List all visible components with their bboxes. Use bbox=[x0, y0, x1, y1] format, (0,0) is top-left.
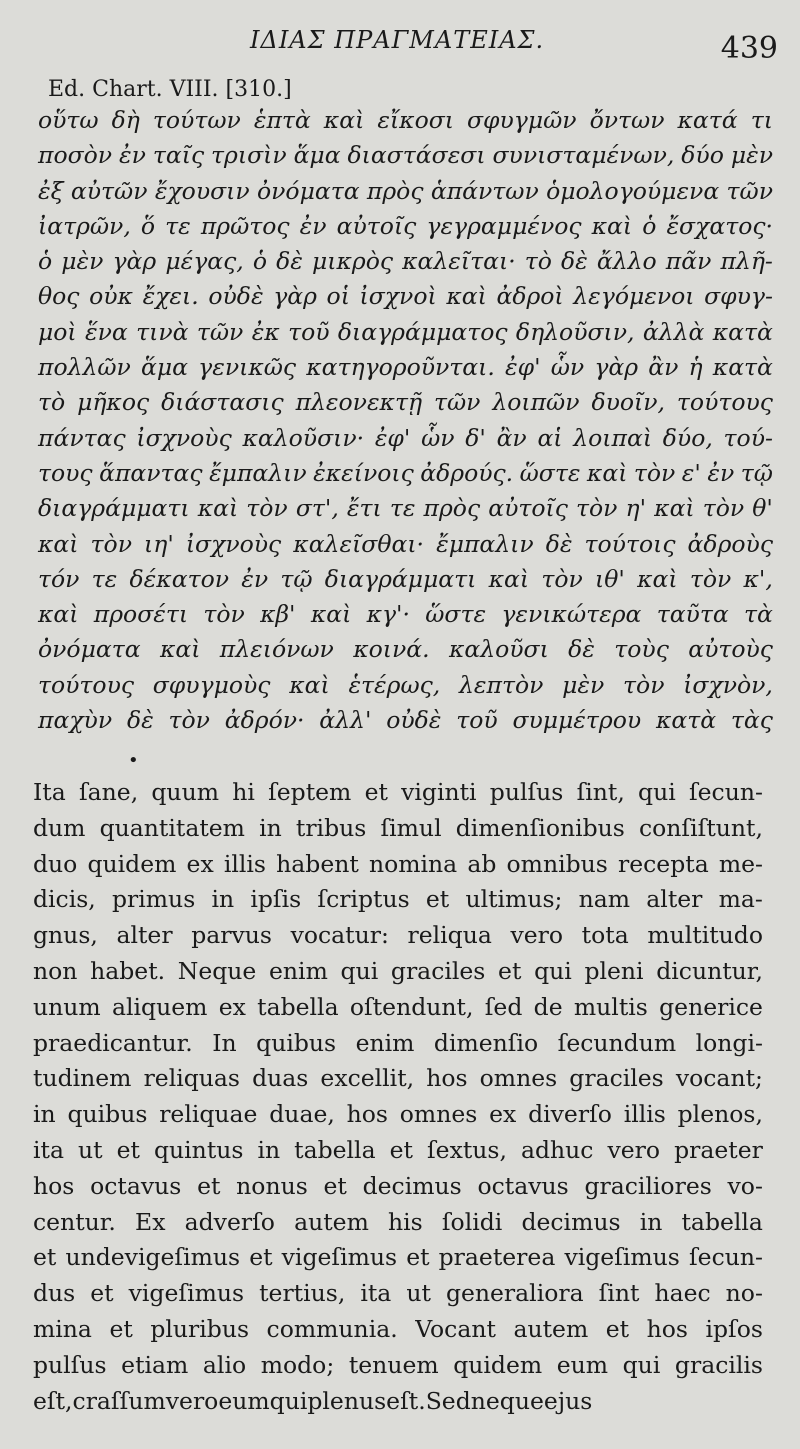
latin-text-line: praedicantur. In quibus enim dimenſio ſecundum longi- bbox=[33, 1028, 763, 1057]
greek-text-line: παχὺν δὲ τὸν ἀδρόν· ἀλλ' οὐδὲ τοῦ συμμέτρου κατὰ τὰς bbox=[38, 706, 773, 735]
greek-text-line: πάντας ἰσχνοὺς καλοῦσιν· ἐφ' ὧν δ' ἂν αἱ λοιπαὶ δύο, τού- bbox=[38, 423, 773, 452]
latin-text-line: dus et vigeſimus tertius, ita ut generaliora ſint haec no- bbox=[33, 1279, 763, 1308]
latin-text-line: centur. Ex adverſo autem his ſolidi decimus in tabella bbox=[33, 1207, 763, 1236]
running-title: ΙΔΙΑΣ ΠΡΑΓΜΑΤΕΙΑΣ. bbox=[250, 26, 545, 54]
greek-text-line: ὀνόματα καὶ πλειόνων κοινά. καλοῦσι δὲ τοὺς αὐτοὺς bbox=[38, 635, 773, 664]
greek-text-line: πολλῶν ἅμα γενικῶς κατηγοροῦνται. ἐφ' ὧν γὰρ ἂν ἡ κατὰ bbox=[38, 353, 773, 382]
greek-text-line: ποσὸν ἐν ταῖς τρισὶν ἅμα διαστάσεσι συνισταμένων, δύο μὲν bbox=[38, 141, 773, 170]
latin-text-line: Ita ſane, quum hi ſeptem et viginti pulſus ſint, qui ſecun- bbox=[33, 778, 763, 806]
greek-text-line: ὁ μὲν γὰρ μέγας, ὁ δὲ μικρὸς καλεῖται· τὸ δὲ ἄλλο πᾶν πλῆ- bbox=[38, 247, 773, 276]
edition-reference: Ed. Chart. VIII. [310.] bbox=[48, 77, 292, 102]
greek-text-line: τόν τε δέκατον ἐν τῷ διαγράμματι καὶ τὸν ιθ' καὶ τὸν κ', bbox=[38, 564, 773, 593]
greek-text-block bbox=[38, 103, 773, 738]
greek-text-line: τὸ μῆκος διάστασις πλεονεκτῇ τῶν λοιπῶν δυοῖν, τούτους bbox=[38, 388, 773, 417]
greek-text-line: ἐξ αὐτῶν ἔχουσιν ὀνόματα πρὸς ἁπάντων ὁμολογούμενα τῶν bbox=[38, 176, 773, 205]
latin-text-line: pulſus etiam alio modo; tenuem quidem eum qui gracilis bbox=[33, 1350, 763, 1379]
latin-text-line: unum aliquem ex tabella oſtendunt, ſed de multis generice bbox=[33, 992, 763, 1021]
greek-text-line: διαγράμματι καὶ τὸν στ', ἔτι τε πρὸς αὐτοῖς τὸν η' καὶ τὸν θ' bbox=[38, 494, 773, 523]
latin-text-line: tudinem reliquas duas excellit, hos omnes graciles vocant; bbox=[33, 1064, 763, 1093]
ink-dot: • bbox=[128, 750, 139, 771]
greek-text-line: ἰατρῶν, ὅ τε πρῶτος ἐν αὐτοῖς γεγραμμένος καὶ ὁ ἔσχατος· bbox=[38, 211, 773, 240]
latin-text-block bbox=[33, 775, 763, 1419]
latin-text-line: et undevigeſimus et vigeſimus et praeterea vigeſimus ſecun- bbox=[33, 1243, 763, 1272]
greek-text-line: οὕτω δὴ τούτων ἑπτὰ καὶ εἴκοσι σφυγμῶν ὄντων κατά τι bbox=[38, 106, 773, 134]
latin-text-line: eſt, craſſum vero eum qui plenus eſt. Sed neque ejus bbox=[33, 1386, 593, 1415]
latin-text-line: mina et pluribus communia. Vocant autem et hos ipſos bbox=[33, 1314, 763, 1343]
latin-text-line: hos octavus et nonus et decimus octavus graciliores vo- bbox=[33, 1171, 763, 1200]
latin-text-line: non habet. Neque enim qui graciles et qui pleni dicuntur, bbox=[33, 956, 763, 985]
latin-text-line: duo quidem ex illis habent nomina ab omnibus recepta me- bbox=[33, 849, 763, 878]
greek-text-line: καὶ τὸν ιη' ἰσχνοὺς καλεῖσθαι· ἔμπαλιν δὲ τούτοις ἀδροὺς bbox=[38, 529, 773, 558]
latin-text-line: dum quantitatem in tribus ſimul dimenſionibus conſiſtunt, bbox=[33, 813, 763, 842]
latin-text-line: gnus, alter parvus vocatur: reliqua vero tota multitudo bbox=[33, 921, 763, 950]
page-number: 439 bbox=[720, 31, 778, 66]
greek-text-line: καὶ προσέτι τὸν κβ' καὶ κγ'· ὥστε γενικώτερα ταῦτα τὰ bbox=[38, 600, 773, 629]
greek-text-line: θος οὐκ ἔχει. οὐδὲ γὰρ οἱ ἰσχνοὶ καὶ ἀδροὶ λεγόμενοι σφυγ- bbox=[38, 282, 773, 311]
greek-text-line: τούτους σφυγμοὺς καὶ ἑτέρως, λεπτὸν μὲν τὸν ἰσχνὸν, bbox=[38, 670, 773, 699]
latin-text-line: dicis, primus in ipſis ſcriptus et ultimus; nam alter ma- bbox=[33, 885, 763, 914]
greek-text-line: τους ἅπαντας ἔμπαλιν ἐκείνοις ἀδρούς. ὥστε καὶ τὸν ε' ἐν τῷ bbox=[38, 458, 773, 487]
latin-text-line: in quibus reliquae duae, hos omnes ex diverſo illis plenos, bbox=[33, 1100, 763, 1129]
greek-text-line: μοὶ ἕνα τινὰ τῶν ἐκ τοῦ διαγράμματος δηλοῦσιν, ἀλλὰ κατὰ bbox=[38, 317, 773, 346]
latin-text-line: ita ut et quintus in tabella et ſextus, adhuc vero praeter bbox=[33, 1135, 763, 1164]
